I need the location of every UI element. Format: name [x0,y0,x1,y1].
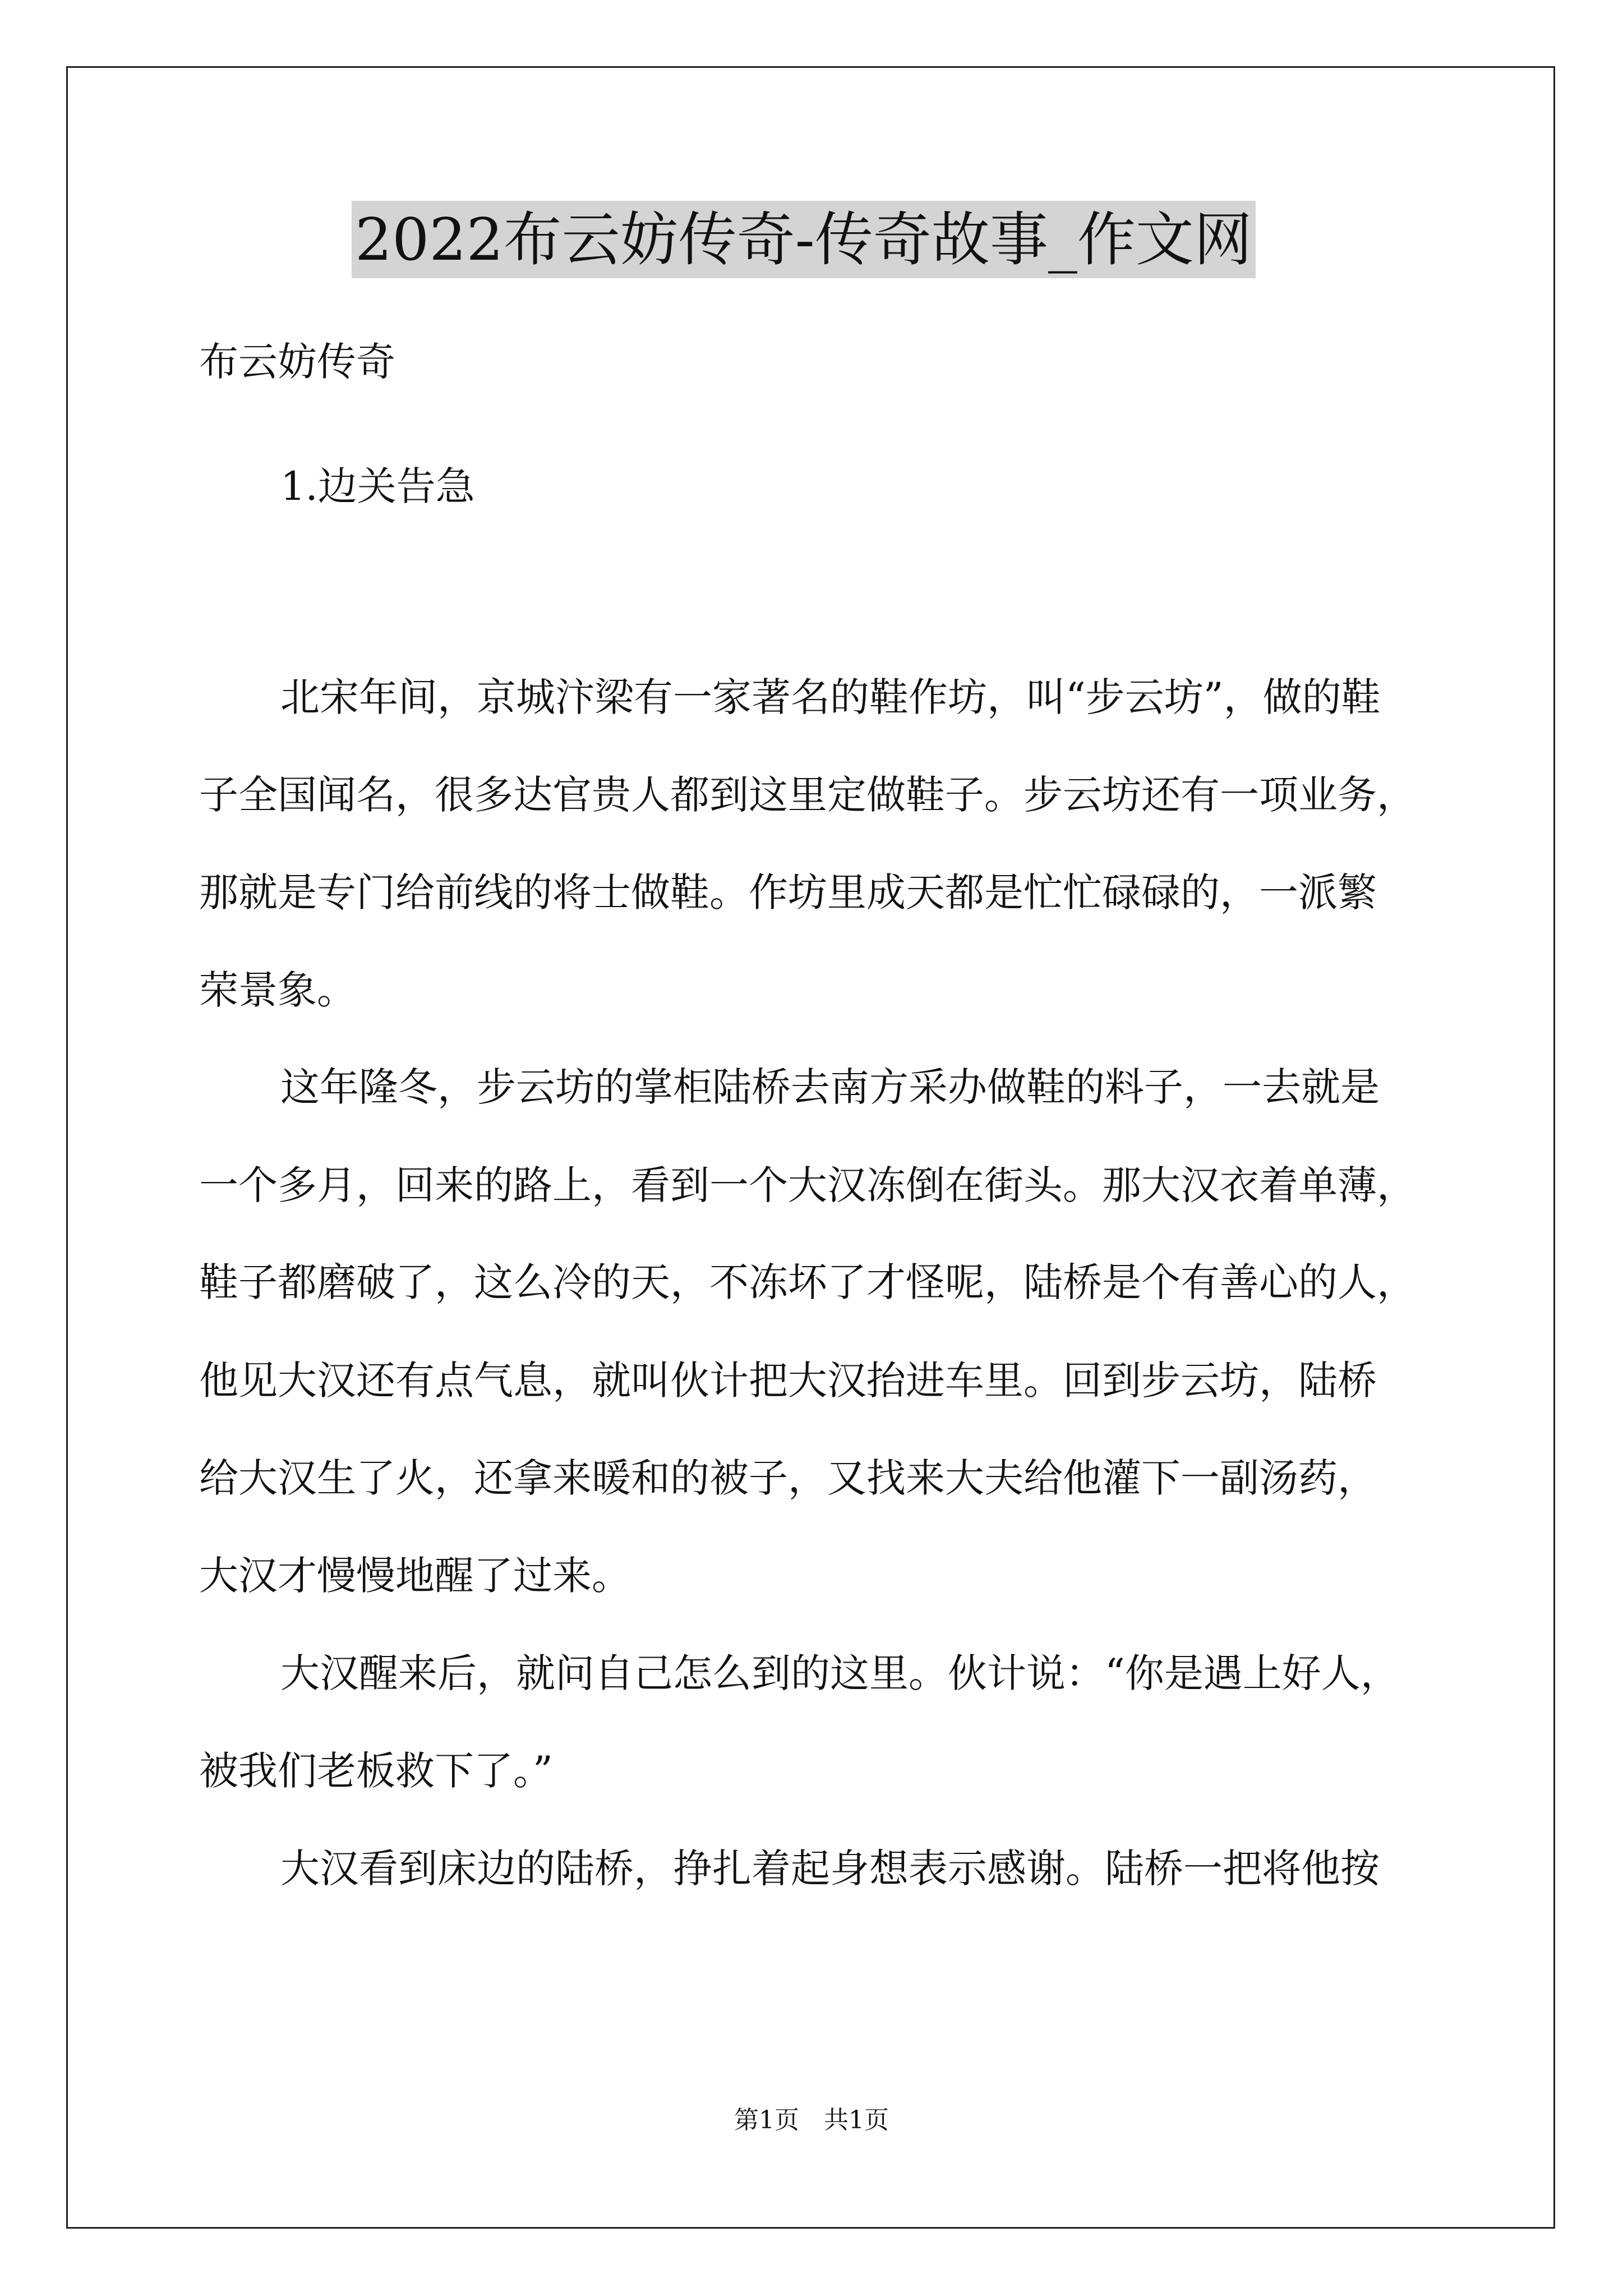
document-title: 2022布云妨传奇-传奇故事_作文网 [352,201,1256,278]
paragraph-line: 一个多月，回来的路上，看到一个大汉冻倒在街头。那大汉衣着单薄， [199,1162,1416,1208]
page-number: 第1页 [734,2106,799,2134]
paragraph-line: 大汉才慢慢地醒了过来。 [199,1553,631,1599]
paragraph-line: 那就是专门给前线的将士做鞋。作坊里成天都是忙忙碌碌的，一派繁 [199,869,1377,915]
paragraph-line: 北宋年间，京城汴梁有一家著名的鞋作坊，叫“步云坊”，做的鞋 [280,674,1381,720]
paragraph-line: 这年隆冬，步云坊的掌柜陆桥去南方采办做鞋的料子，一去就是 [280,1064,1380,1110]
paragraph-line: 被我们老板救下了。” [199,1748,553,1794]
paragraph-line: 大汉醒来后，就问自己怎么到的这里。伙计说：“你是遇上好人， [280,1650,1400,1696]
paragraph-line: 子全国闻名，很多达官贵人都到这里定做鞋子。步云坊还有一项业务， [199,772,1416,818]
section-heading: 1.边关告急 [280,463,475,509]
page-border [66,66,1555,2229]
paragraph-line: 给大汉生了火，还拿来暖和的被子，又找来大夫给他灌下一副汤药， [199,1455,1377,1501]
paragraph-line: 大汉看到床边的陆桥，挣扎着起身想表示感谢。陆桥一把将他按 [280,1846,1380,1892]
page-total: 共1页 [824,2106,889,2134]
paragraph-line: 荣景象。 [199,967,356,1013]
paragraph-line: 他见大汉还有点气息，就叫伙计把大汉抬进车里。回到步云坊，陆桥 [199,1358,1377,1404]
document-subtitle: 布云妨传奇 [199,339,395,385]
page-footer [0,2104,1623,2137]
paragraph-line: 鞋子都磨破了，这么冷的天，不冻坏了才怪呢，陆桥是个有善心的人， [199,1259,1416,1305]
